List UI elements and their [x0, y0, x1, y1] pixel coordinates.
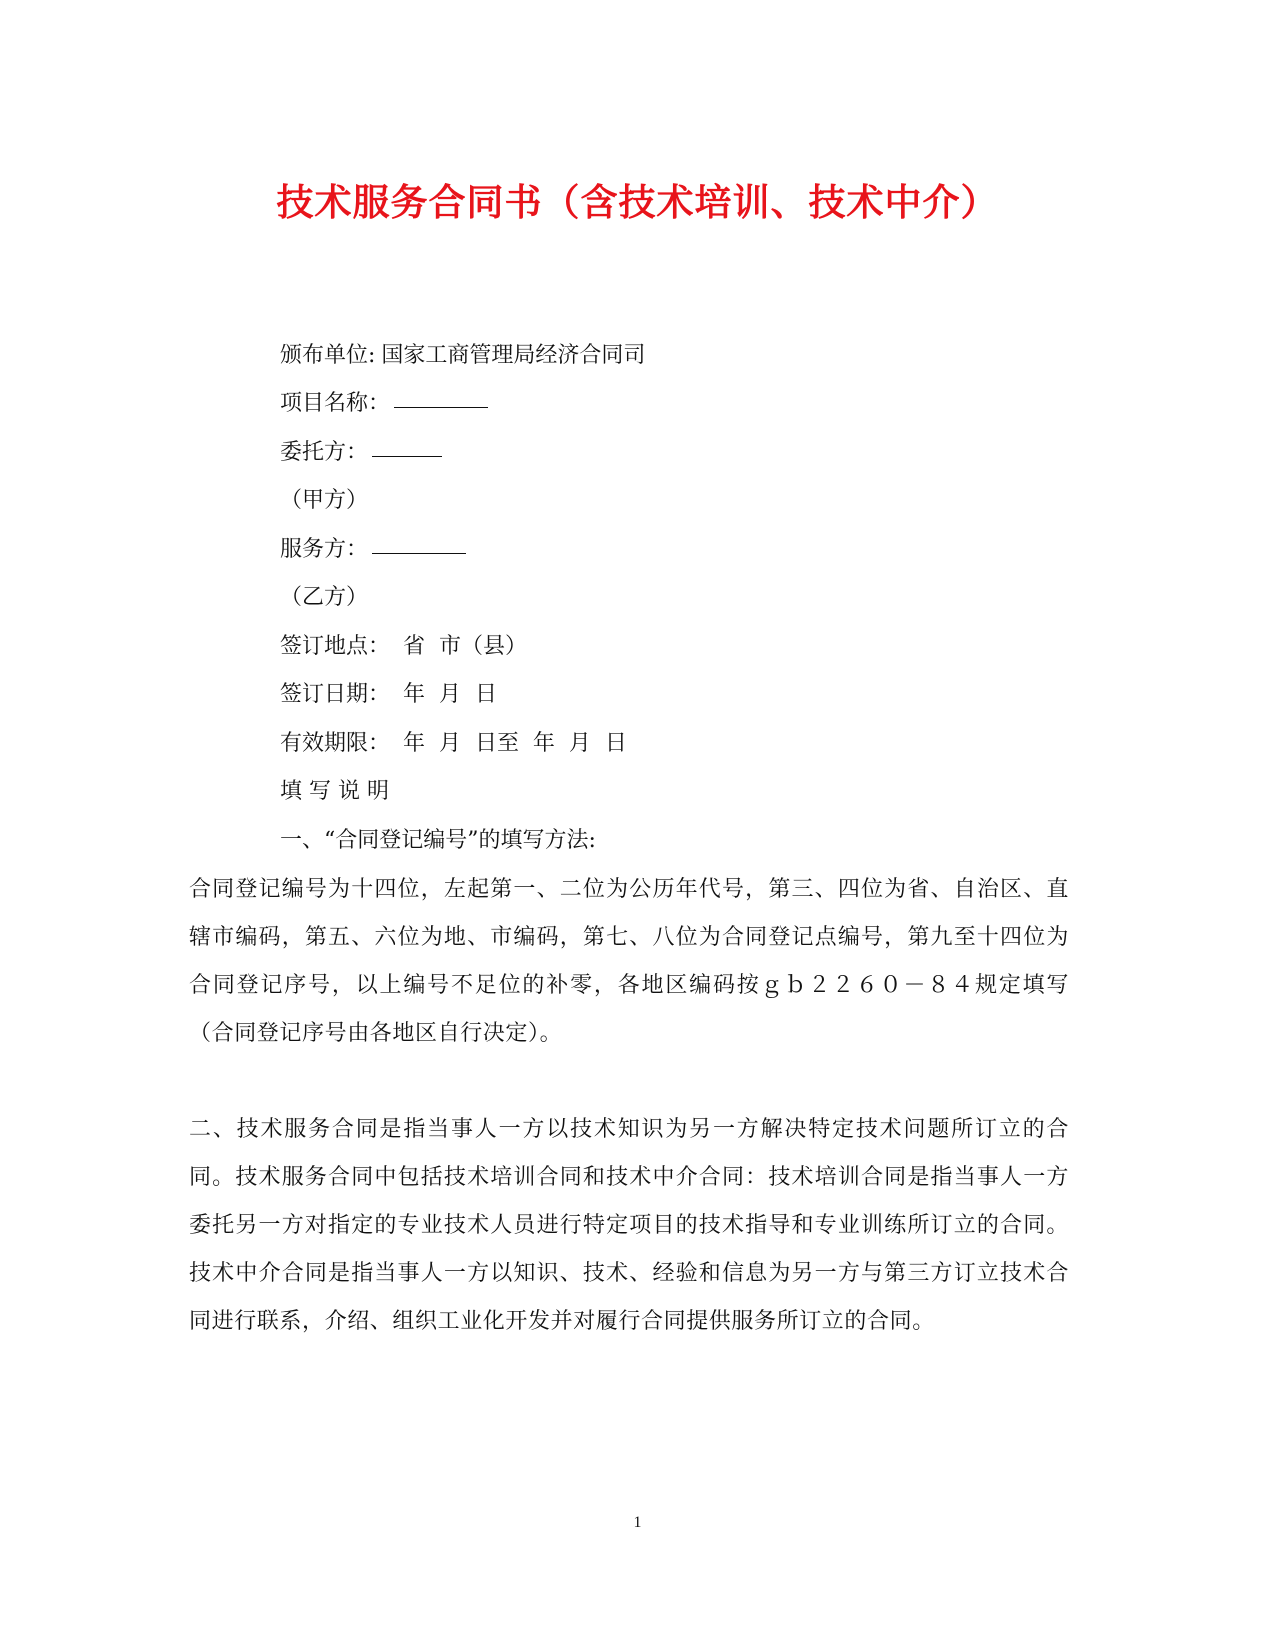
field-label: 签订地点：: [279, 633, 390, 659]
field-label: 委托方：: [279, 439, 368, 465]
field-value: 年 月 日至 年 月 日: [395, 730, 627, 756]
field-label: （甲方）: [279, 488, 368, 513]
field-value: 国家工商管理局经济合同司: [381, 342, 646, 368]
field-label: 项目名称：: [279, 391, 390, 416]
page-number: 1: [633, 1514, 642, 1531]
document-title: 技术服务合同书（含技术培训、技术中介）: [276, 180, 999, 224]
field-value: 省 市（县）: [395, 633, 527, 659]
field-label: （乙方）: [279, 585, 368, 610]
field-provider: [238, 477, 1138, 562]
blank-line: [372, 529, 466, 554]
field-label: 有效期限：: [279, 730, 390, 756]
field-label: 填 写 说 明: [279, 779, 389, 804]
paragraph-service-contract: 二、技术服务合同是指当事人一方以技术知识为另一方解决特定技术问题所订立的合同。技术服务合同中包括技术培训合同和技术中介合同：技术培训合同是指当事人一方委托另一方对指定的专业技术人员进行特定项目的技术指导和专业训练所订立的合同。技术中介合同是指当事人一方以知识、技术、经验和信息为另一方与第三方订立技术合同进行联系，介绍、组织工业化开发并对履行合同提供服务所订立的合同。: [189, 1117, 1069, 1334]
field-label: 颁布单位:: [279, 342, 376, 368]
field-label: 一、“合同登记编号”的填写方法:: [279, 827, 596, 853]
field-label: 签订日期：: [279, 682, 390, 707]
header-fields: [238, 283, 1138, 853]
blank-line: [372, 432, 442, 457]
blank-line: [394, 383, 488, 408]
field-sign-place: [238, 574, 1138, 659]
paragraph-registration-number: 合同登记编号为十四位，左起第一、二位为公历年代号，第三、四位为省、自治区、直辖市编码，第五、六位为地、市编码，第七、八位为合同登记点编号，第九至十四位为合同登记序号，以上编号不足位的补零，各地区编码按ｇｂ２２６０－８４规定填写（合同登记序号由各地区自行决定）。: [189, 877, 1069, 1046]
field-value: 年 月 日: [395, 682, 497, 707]
field-label: 服务方：: [279, 536, 368, 562]
field-issuer: [238, 283, 1138, 368]
